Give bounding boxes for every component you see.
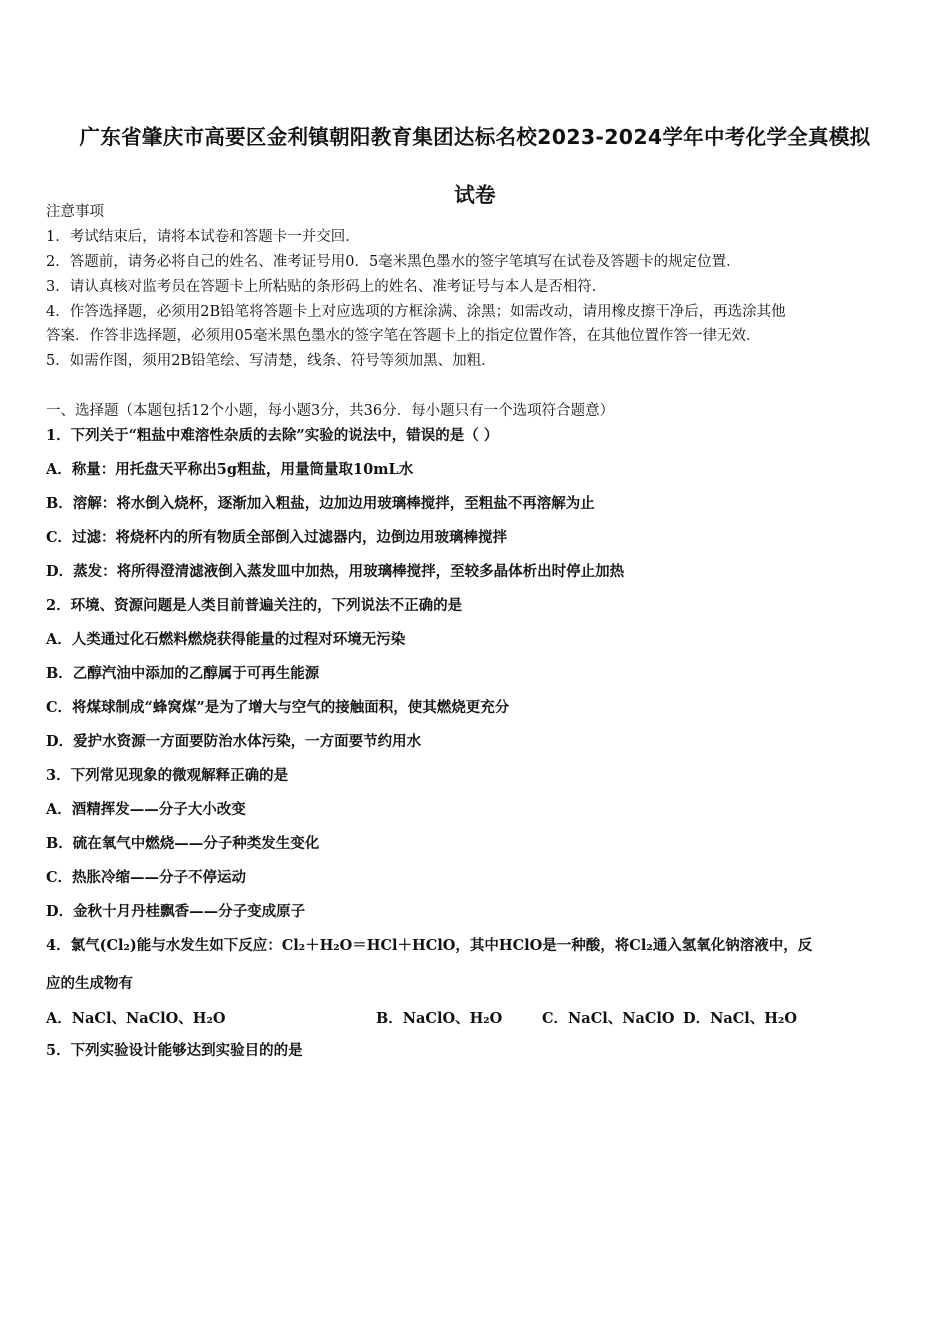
q3-option-d: D．金秋十月丹桂飘香——分子变成原子: [46, 903, 306, 920]
q4-option-a: A．NaCl、NaClO、H₂O: [46, 1010, 226, 1027]
q2-option-b: B．乙醇汽油中添加的乙醇属于可再生能源: [46, 665, 320, 682]
q4-option-c: C．NaCl、NaClO: [542, 1010, 675, 1027]
notice-item: 4．作答选择题，必须用2B铅笔将答题卡上对应选项的方框涂满、涂黑；如需改动，请用橡皮擦干净后，再选涂其他: [46, 304, 786, 320]
section-heading: 一、选择题（本题包括12个小题，每小题3分，共36分．每小题只有一个选项符合题意）: [46, 403, 615, 419]
q1-option-d: D．蒸发：将所得澄清滤液倒入蒸发皿中加热，用玻璃棒搅拌，至较多晶体析出时停止加热: [46, 563, 625, 580]
q4-option-d: D．NaCl、H₂O: [683, 1010, 797, 1027]
q2-option-c: C．将煤球制成“蜂窝煤”是为了增大与空气的接触面积，使其燃烧更充分: [46, 699, 510, 716]
q1-option-b: B．溶解：将水倒入烧杯，逐渐加入粗盐，边加边用玻璃棒搅拌，至粗盐不再溶解为止: [46, 495, 595, 512]
q5-stem: 5．下列实验设计能够达到实验目的的是: [46, 1042, 303, 1059]
q1-stem: 1．下列关于“粗盐中难溶性杂质的去除”实验的说法中，错误的是（ ）: [46, 427, 499, 444]
q3-option-b: B．硫在氧气中燃烧——分子种类发生变化: [46, 835, 320, 852]
q4-option-b: B．NaClO、H₂O: [376, 1010, 503, 1027]
notice-item: 答案．作答非选择题，必须用05毫米黑色墨水的签字笔在答题卡上的指定位置作答，在其他位置作答一律无效．: [46, 328, 761, 344]
title-line-1: 广东省肇庆市高要区金利镇朝阳教育集团达标名校2023-2024学年中考化学全真模拟: [79, 125, 871, 149]
notice-item: 1．考试结束后，请将本试卷和答题卡一并交回．: [46, 229, 360, 245]
title-line-2: 试卷: [454, 183, 496, 207]
q3-stem: 3．下列常见现象的微观解释正确的是: [46, 767, 289, 784]
notice-item: 3．请认真核对监考员在答题卡上所粘贴的条形码上的姓名、准考证号与本人是否相符．: [46, 279, 607, 295]
q3-option-c: C．热胀冷缩——分子不停运动: [46, 869, 247, 886]
notice-item: 2．答题前，请务必将自己的姓名、准考证号用0．5毫米黑色墨水的签字笔填写在试卷及答题卡的规定位置．: [46, 254, 741, 270]
q4-stem-line-2: 应的生成物有: [46, 975, 133, 992]
q1-option-a: A．称量：用托盘天平称出5g粗盐，用量筒量取10mL水: [46, 461, 414, 478]
q4-stem-line-1: 4．氯气(Cl₂)能与水发生如下反应：Cl₂＋H₂O＝HCl＋HClO，其中HClO是一种酸，将Cl₂通入氢氧化钠溶液中，反: [46, 937, 813, 954]
q4-options: [46, 1007, 916, 1027]
notice-item: 5．如需作图，须用2B铅笔绘、写清楚，线条、符号等须加黑、加粗．: [46, 353, 496, 369]
q2-option-d: D．爱护水资源一方面要防治水体污染，一方面要节约用水: [46, 733, 422, 750]
q2-stem: 2．环境、资源问题是人类目前普遍关注的，下列说法不正确的是: [46, 597, 463, 614]
q1-option-c: C．过滤：将烧杯内的所有物质全部倒入过滤器内，边倒边用玻璃棒搅拌: [46, 529, 508, 546]
q2-option-a: A．人类通过化石燃料燃烧获得能量的过程对环境无污染: [46, 631, 406, 648]
notice-heading: 注意事项: [46, 204, 104, 220]
q3-option-a: A．酒精挥发——分子大小改变: [46, 801, 246, 818]
